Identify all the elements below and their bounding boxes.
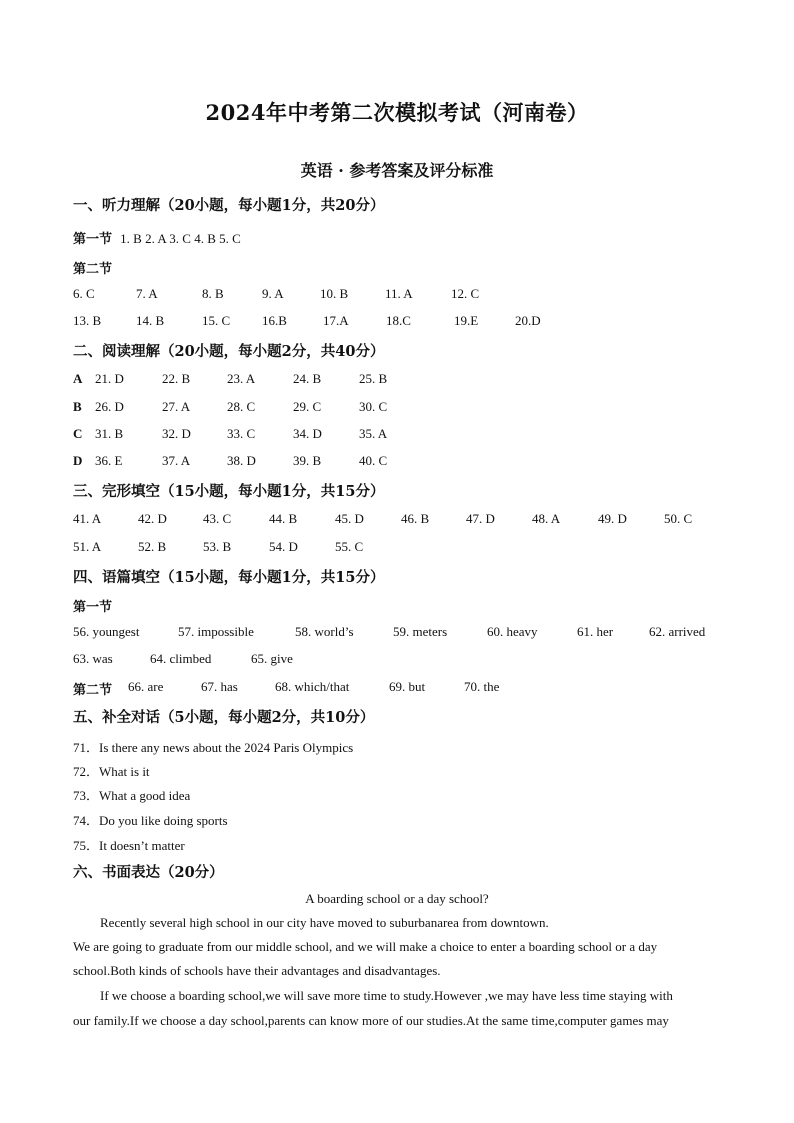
essay-line: Recently several high school in our city have moved to suburbanarea from downtown.: [100, 915, 549, 930]
answer-item: 66. are: [128, 679, 164, 694]
answer-item: 7. A: [136, 286, 158, 301]
gap-filling-part2-label: 第二节: [73, 682, 113, 697]
answer-item: 31. B: [95, 426, 124, 441]
answer-item: 28. C: [227, 399, 256, 414]
answer-item: 58. world’s: [295, 624, 354, 639]
answer-item: 68. which/that: [275, 679, 350, 694]
answer-item: 9. A: [262, 286, 284, 301]
answer-item: 42. D: [138, 511, 167, 526]
answer-item: 54. D: [269, 539, 298, 554]
answer-item: 8. B: [202, 286, 224, 301]
answer-item: 69. but: [389, 679, 426, 694]
answer-item: 17.A: [323, 313, 349, 328]
answer-item: 21. D: [95, 371, 124, 386]
answer-item: 37. A: [162, 453, 191, 468]
listening-part1-label: 第一节: [73, 232, 113, 247]
section-dialogue-heading: 五、补全对话（5小题，每小题2分，共10分）: [73, 709, 375, 726]
answer-item: 38. D: [227, 453, 256, 468]
section-gap-filling-heading: 四、语篇填空（15小题，每小题1分，共15分）: [73, 569, 385, 586]
passage-label: B: [73, 399, 82, 414]
answer-item: 25. B: [359, 371, 388, 386]
page-subtitle: 英语 · 参考答案及评分标准: [300, 161, 494, 180]
answer-item: 10. B: [320, 286, 349, 301]
answer-item: 13. B: [73, 313, 102, 328]
answer-item: 61. her: [577, 624, 614, 639]
answer-item: 57. impossible: [178, 624, 254, 639]
answer-item: 59. meters: [393, 624, 448, 639]
answer-item: 65. give: [251, 651, 293, 666]
answer-item: 32. D: [162, 426, 191, 441]
section-cloze-heading: 三、完形填空（15小题，每小题1分，共15分）: [73, 483, 385, 500]
answer-item: 63. was: [73, 651, 113, 666]
listening-part1-answers: 1. B 2. A 3. C 4. B 5. C: [120, 231, 241, 246]
answer-item: 33. C: [227, 426, 256, 441]
answer-item: 49. D: [598, 511, 627, 526]
answer-item: 11. A: [385, 286, 413, 301]
answer-item: 12. C: [451, 286, 480, 301]
answer-item: 29. C: [293, 399, 322, 414]
answer-item: 62. arrived: [649, 624, 706, 639]
answer-item: 36. E: [95, 453, 123, 468]
answer-item: 24. B: [293, 371, 322, 386]
answer-item: 6. C: [73, 286, 95, 301]
essay-line: school.Both kinds of schools have their advantages and disadvantages.: [73, 963, 441, 978]
answer-item: 45. D: [335, 511, 364, 526]
answer-item: 70. the: [464, 679, 500, 694]
answer-item: 43. C: [203, 511, 232, 526]
dialogue-answer: 75．It doesn’t matter: [73, 838, 185, 853]
dialogue-answer: 74．Do you like doing sports: [73, 813, 228, 828]
answer-item: 47. D: [466, 511, 495, 526]
answer-item: 19.E: [454, 313, 479, 328]
answer-item: 55. C: [335, 539, 364, 554]
listening-part2-label: 第二节: [73, 262, 113, 277]
answer-item: 41. A: [73, 511, 102, 526]
answer-item: 23. A: [227, 371, 256, 386]
answer-item: 60. heavy: [487, 624, 538, 639]
answer-item: 51. A: [73, 539, 102, 554]
answer-item: 14. B: [136, 313, 165, 328]
section-listening-heading: 一、听力理解（20小题，每小题1分，共20分）: [73, 197, 385, 214]
answer-item: 46. B: [401, 511, 430, 526]
essay-line: If we choose a boarding school,we will save more time to study.However ,we may have less time staying with: [100, 988, 673, 1003]
gap-filling-part1-label: 第一节: [73, 600, 113, 615]
answer-item: 15. C: [202, 313, 231, 328]
dialogue-answer: 73．What a good idea: [73, 788, 191, 803]
dialogue-answer: 71．Is there any news about the 2024 Paris Olympics: [73, 740, 354, 755]
answer-item: 64. climbed: [150, 651, 212, 666]
passage-label: A: [73, 371, 83, 386]
answer-item: 16.B: [262, 313, 287, 328]
answer-item: 18.C: [386, 313, 411, 328]
essay-title: A boarding school or a day school?: [305, 891, 489, 906]
answer-item: 53. B: [203, 539, 232, 554]
passage-label: D: [73, 453, 83, 468]
answer-item: 26. D: [95, 399, 124, 414]
answer-item: 50. C: [664, 511, 693, 526]
section-writing-heading: 六、书面表达（20分）: [73, 864, 224, 881]
answer-item: 39. B: [293, 453, 322, 468]
answer-item: 34. D: [293, 426, 322, 441]
answer-item: 44. B: [269, 511, 298, 526]
answer-item: 20.D: [515, 313, 541, 328]
answer-item: 27. A: [162, 399, 191, 414]
dialogue-answer: 72．What is it: [73, 764, 150, 779]
answer-item: 67. has: [201, 679, 238, 694]
answer-item: 40. C: [359, 453, 388, 468]
section-reading-heading: 二、阅读理解（20小题，每小题2分，共40分）: [73, 343, 385, 360]
answer-item: 48. A: [532, 511, 561, 526]
answer-item: 52. B: [138, 539, 167, 554]
answer-item: 22. B: [162, 371, 191, 386]
answer-item: 30. C: [359, 399, 388, 414]
answer-item: 56. youngest: [73, 624, 140, 639]
essay-line: We are going to graduate from our middle school, and we will make a choice to enter a boarding school or a day: [73, 939, 658, 954]
answer-item: 35. A: [359, 426, 388, 441]
page-title: 2024年中考第二次模拟考试（河南卷）: [205, 100, 589, 125]
essay-line: our family.If we choose a day school,parents can know more of our studies.At the same time,computer games may: [73, 1013, 669, 1028]
listening-part1-line: [73, 228, 241, 247]
passage-label: C: [73, 426, 83, 441]
